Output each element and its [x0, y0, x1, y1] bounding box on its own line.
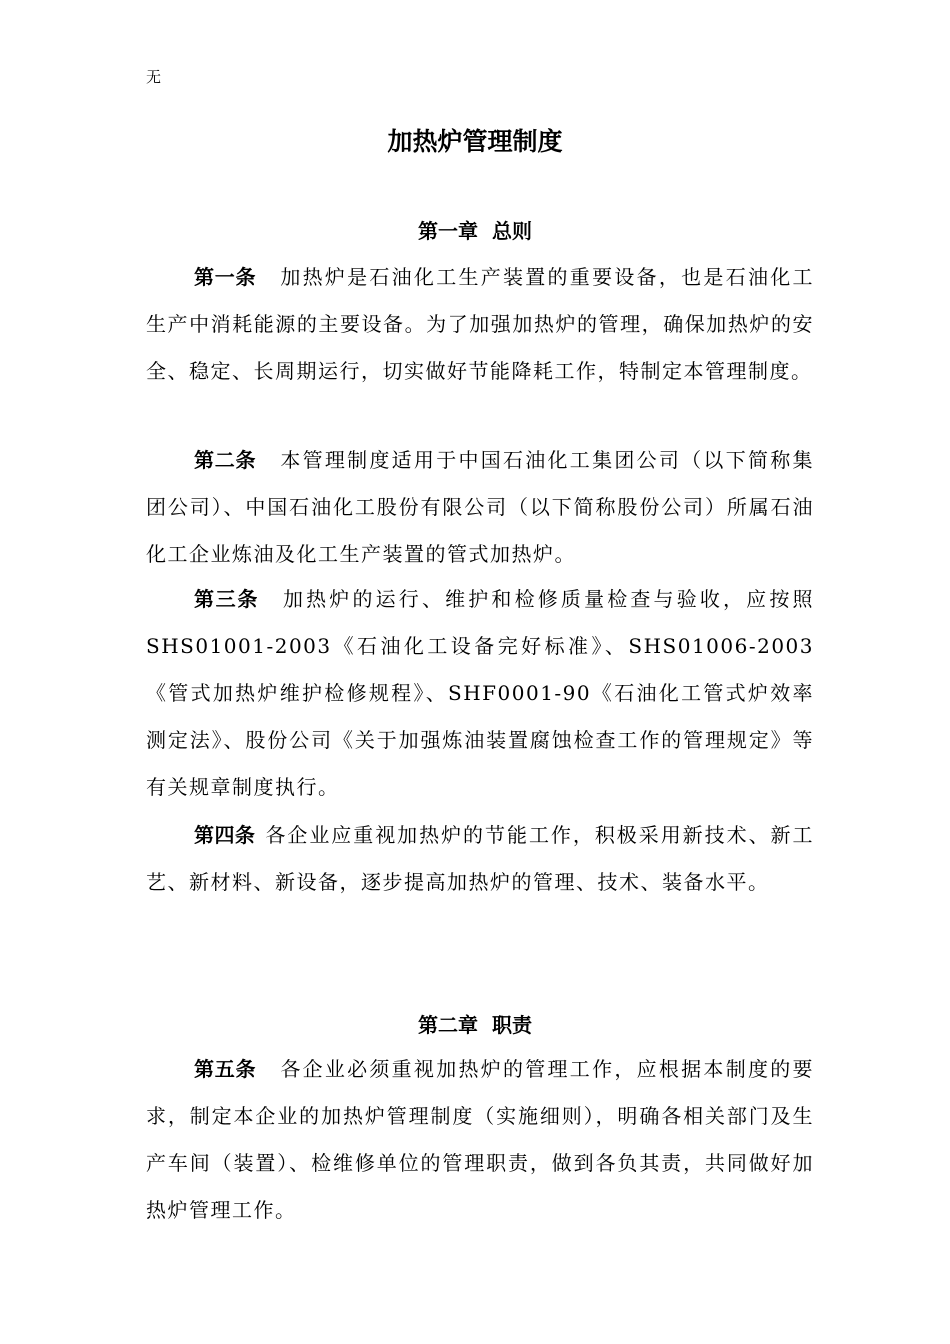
article-text: 加热炉的运行、维护和检修质量检查与验收，应按照SHS01001-2003《石油化工设备完好标准》、SHS01006-2003《管式加热炉维护检修规程》、SHF0001-90《石油化工管式炉效率测定法》、股份公司《关于加强炼油装置腐蚀检查工作的管理规定》等有关规章制度执行。 — [146, 587, 815, 799]
article-label: 第三条 — [194, 587, 259, 611]
article-text: 各企业应重视加热炉的节能工作，积极采用新技术、新工艺、新材料、新设备，逐步提高加热炉的管理、技术、装备水平。 — [146, 823, 815, 894]
article-text: 各企业必须重视加热炉的管理工作，应根据本制度的要求，制定本企业的加热炉管理制度（实施细则），明确各相关部门及生产车间（装置）、检维修单位的管理职责，做到各负其责，共同做好加热炉管理工作。 — [146, 1057, 815, 1222]
chapter-number: 第二章 — [418, 1013, 478, 1037]
article — [146, 1046, 814, 1234]
article-label: 第五条 — [194, 1057, 257, 1081]
article-text: 本管理制度适用于中国石油化工集团公司（以下简称集团公司）、中国石油化工股份有限公司（以下简称股份公司）所属石油化工企业炼油及化工生产装置的管式加热炉。 — [146, 448, 815, 566]
chapter-name: 职责 — [492, 1013, 532, 1037]
article — [146, 812, 814, 906]
page-header: 无 — [146, 68, 162, 86]
article — [146, 437, 814, 578]
chapter-number: 第一章 — [418, 219, 478, 243]
article-label: 第四条 — [194, 823, 256, 847]
chapter-heading — [0, 215, 950, 244]
document-title: 加热炉管理制度 — [387, 127, 563, 156]
article-label: 第二条 — [194, 448, 257, 472]
chapter-heading — [0, 1009, 950, 1038]
article — [146, 254, 814, 395]
article-label: 第一条 — [194, 265, 257, 289]
article-text: 加热炉是石油化工生产装置的重要设备，也是石油化工生产中消耗能源的主要设备。为了加强加热炉的管理，确保加热炉的安全、稳定、长周期运行，切实做好节能降耗工作，特制定本管理制度。 — [146, 265, 815, 383]
article — [146, 576, 814, 811]
chapter-name: 总则 — [492, 219, 532, 243]
